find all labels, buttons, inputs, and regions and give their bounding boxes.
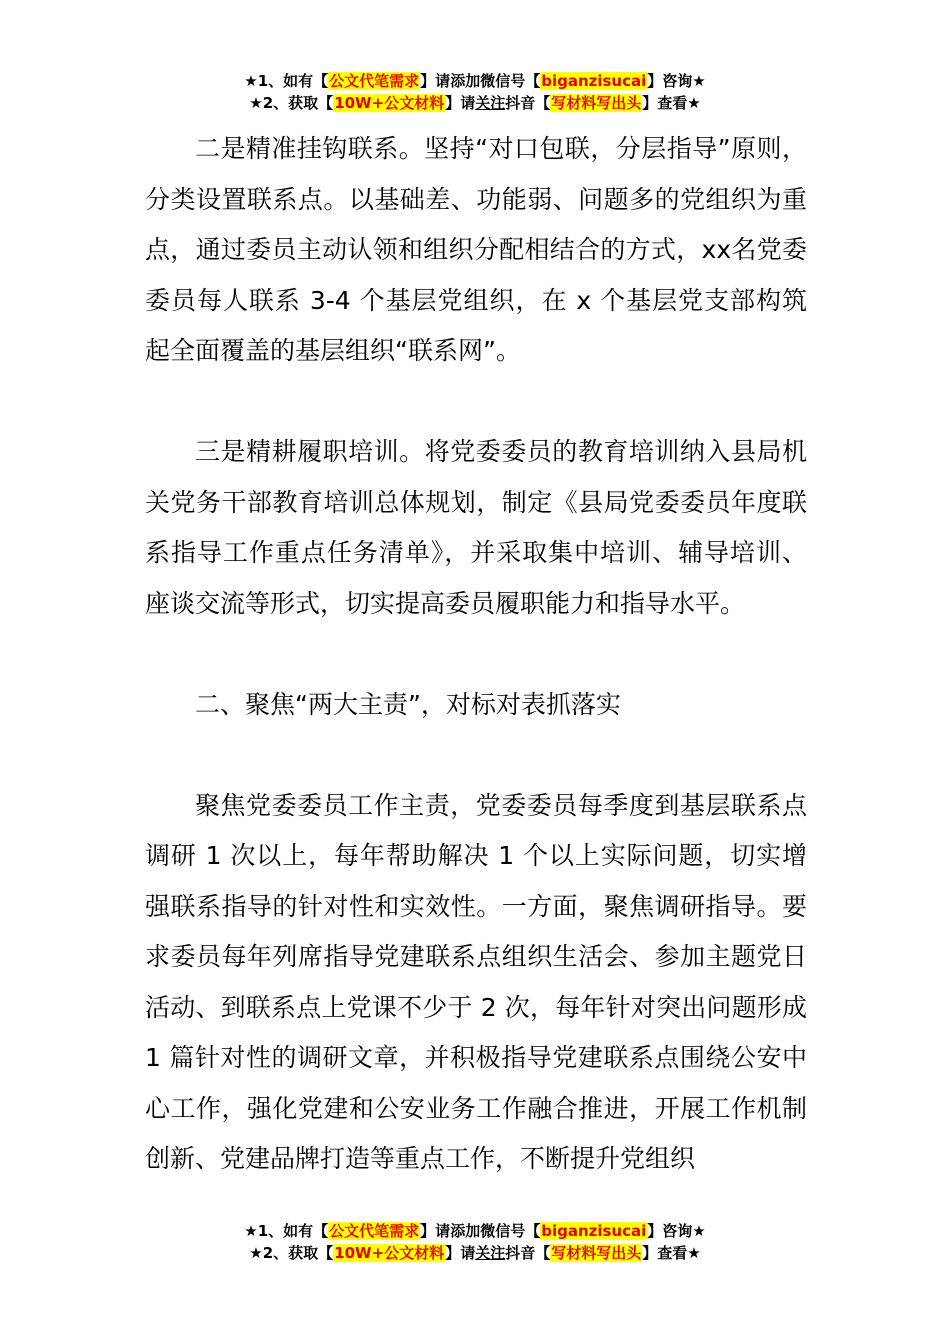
paragraph: 聚焦党委委员工作主责，党委委员每季度到基层联系点调研 1 次以上，每年帮助解决 1 个以上实际问题，切实增强联系指导的针对性和实效性。一方面，聚焦调研指导。要求委员每年列席指导党建联系点组织生活会、参加主题党日活动、到联系点上党课不少于 2 次，每年针对突出问题形成 1 篇针对性的调研文章，并积极指导党建联系点围绕公安中心工作，强化党建和公安业务工作融合推进，开展工作机制创新、党建品牌打造等重点工作，不断提升党组织 [145, 790, 807, 1173]
banner-text: 】请 [445, 94, 476, 112]
banner-keyword: 添加 [450, 1222, 481, 1240]
banner-wechat-id: biganzisucai [541, 1222, 647, 1240]
header-banner [0, 70, 950, 114]
banner-text: 】请 [445, 1244, 476, 1262]
banner-highlight: 10W+公文材料 [334, 1244, 445, 1262]
paragraph-spacer [145, 730, 807, 781]
banner-highlight: 10W+公文材料 [334, 94, 445, 112]
banner-douyin-id: 写材料写出头 [551, 1244, 642, 1262]
banner-wechat-id: biganzisucai [541, 72, 647, 90]
paragraph: 三是精耕履职培训。将党委委员的教育培训纳入县局机关党务干部教育培训总体规划，制定《县局党委委员年度联系指导工作重点任务清单》，并采取集中培训、辅导培训、座谈交流等形式，切实提高委员履职能力和指导水平。 [145, 437, 807, 618]
banner-text: 】咨询★ [647, 1222, 706, 1240]
banner-highlight: 公文代笔需求 [329, 72, 420, 90]
banner-highlight: 公文代笔需求 [329, 1222, 420, 1240]
banner-keyword: 添加 [450, 72, 481, 90]
banner-line-2 [0, 92, 950, 114]
paragraph-spacer [145, 629, 807, 680]
banner-text: 抖音【 [505, 94, 551, 112]
banner-douyin-id: 写材料写出头 [551, 94, 642, 112]
footer-banner [0, 1220, 950, 1264]
banner-text: ★1、如有【 [244, 72, 329, 90]
banner-line-1 [0, 70, 950, 92]
banner-keyword: 关注 [475, 1244, 506, 1262]
document-body [145, 124, 807, 1185]
banner-text: 】请 [420, 1222, 451, 1240]
banner-text: 微信号【 [480, 72, 541, 90]
banner-text: ★2、获取【 [249, 94, 334, 112]
banner-text: 】查看★ [642, 94, 701, 112]
banner-text: 抖音【 [505, 1244, 551, 1262]
banner-text: ★1、如有【 [244, 1222, 329, 1240]
paragraph: 二是精准挂钩联系。坚持“对口包联，分层指导”原则，分类设置联系点。以基础差、功能弱、问题多的党组织为重点，通过委员主动认领和组织分配相结合的方式，xx名党委委员每人联系 3-4 个基层党组织，在 x 个基层党支部构筑起全面覆盖的基层组织“联系网”。 [145, 134, 807, 365]
banner-text: 微信号【 [480, 1222, 541, 1240]
banner-text: 】请 [420, 72, 451, 90]
section-heading: 二、聚焦“两大主责”，对标对表抓落实 [195, 689, 621, 719]
banner-text: ★2、获取【 [249, 1244, 334, 1262]
banner-text: 】咨询★ [647, 72, 706, 90]
banner-line-2 [0, 1242, 950, 1264]
paragraph-spacer [145, 377, 807, 428]
banner-keyword: 关注 [475, 94, 506, 112]
banner-text: 】查看★ [642, 1244, 701, 1262]
banner-line-1 [0, 1220, 950, 1242]
